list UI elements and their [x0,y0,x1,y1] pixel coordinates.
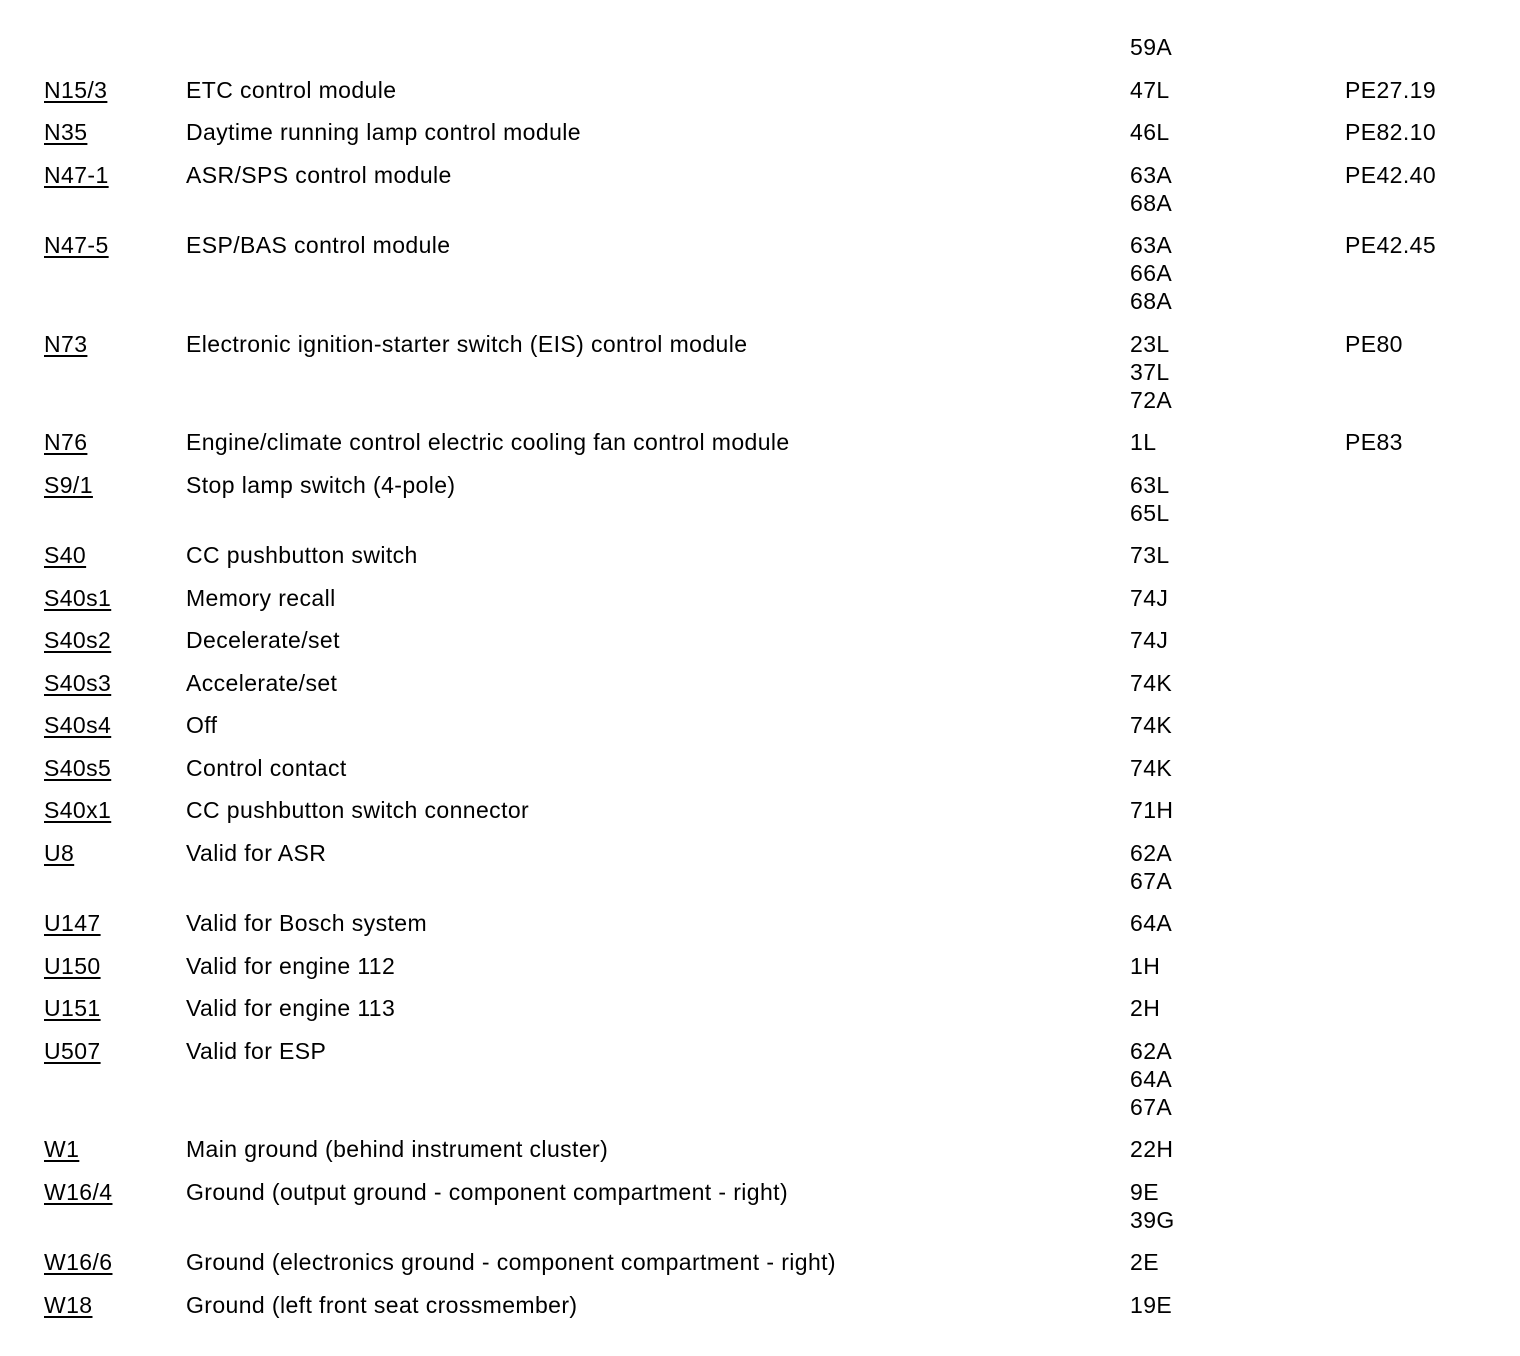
grid-locations [1130,330,1172,414]
grid-locations [1130,626,1168,654]
page-reference: PE80 [1345,330,1403,357]
grid-location: 19E [1130,1291,1173,1318]
grid-locations [1130,952,1160,980]
grid-location: 68A [1130,288,1173,314]
component-description: Valid for engine 113 [186,995,396,1021]
component-description: Memory recall [186,584,336,611]
component-code-link[interactable]: U507 [44,1037,101,1064]
component-description: Valid for ASR [186,839,327,866]
grid-location: 74J [1130,584,1169,611]
grid-locations [1130,118,1170,146]
component-code-link[interactable]: S40 [44,542,87,568]
page-reference: PE82.10 [1345,119,1437,145]
grid-locations [1130,231,1172,315]
component-description: Ground (left front seat crossmember) [186,1291,578,1318]
component-code-link[interactable]: U151 [44,995,101,1021]
grid-location: 66A [1130,260,1173,286]
component-description: Stop lamp switch (4-pole) [186,471,456,498]
component-code-link[interactable]: N15/3 [44,76,108,103]
component-description: Engine/climate control electric cooling fan control module [186,429,790,455]
grid-location: 64A [1130,910,1173,936]
grid-location: 71H [1130,797,1174,823]
grid-location: 67A [1130,1093,1173,1120]
grid-locations [1130,471,1170,527]
grid-locations [1130,669,1172,697]
grid-location: 62A [1130,839,1173,866]
grid-location: 1L [1130,429,1157,455]
grid-locations [1130,541,1170,569]
grid-location: 63L [1130,471,1170,498]
grid-location: 1H [1130,952,1161,979]
component-code-link[interactable]: W16/4 [44,1178,113,1205]
component-code-link[interactable]: N76 [44,429,88,455]
component-code-link[interactable]: U150 [44,952,101,979]
component-description: ASR/SPS control module [186,161,452,188]
component-description: Ground (electronics ground - component compartment - right) [186,1249,836,1275]
component-description: Control contact [186,754,347,781]
component-description: ETC control module [186,76,397,103]
grid-locations [1130,76,1170,104]
grid-locations [1130,1135,1173,1163]
page-reference: PE42.40 [1345,161,1437,188]
grid-locations [1130,1248,1159,1276]
grid-location: 59A [1130,34,1173,60]
grid-location: 63A [1130,161,1173,188]
grid-locations [1130,994,1160,1022]
component-code-link[interactable]: S40s3 [44,669,112,696]
component-code-link[interactable]: N73 [44,330,88,357]
grid-location: 47L [1130,76,1170,103]
grid-locations [1130,796,1173,824]
component-description: Accelerate/set [186,669,338,696]
page-reference: PE42.45 [1345,232,1437,258]
grid-locations [1130,754,1172,782]
component-code-link[interactable]: N47-1 [44,161,109,188]
component-description: Decelerate/set [186,627,340,653]
grid-locations [1130,1178,1175,1234]
component-description: CC pushbutton switch [186,542,418,568]
grid-location: 68A [1130,189,1173,216]
component-code-link[interactable]: W16/6 [44,1249,113,1275]
grid-locations [1130,1291,1172,1319]
component-code-link[interactable]: N35 [44,119,88,145]
component-description: CC pushbutton switch connector [186,797,530,823]
grid-location: 74J [1130,627,1169,653]
component-code-link[interactable]: W1 [44,1136,80,1162]
component-code-link[interactable]: U147 [44,910,101,936]
grid-location: 73L [1130,542,1170,568]
component-code-link[interactable]: S40s1 [44,584,112,611]
grid-location: 39G [1130,1206,1175,1233]
grid-location: 46L [1130,119,1170,145]
grid-location: 22H [1130,1136,1174,1162]
grid-locations [1130,909,1172,937]
component-code-link[interactable]: S40s5 [44,754,112,781]
grid-locations [1130,161,1172,217]
component-code-link[interactable]: N47-5 [44,232,109,258]
component-description: ESP/BAS control module [186,232,451,258]
component-description: Valid for ESP [186,1037,327,1064]
grid-location: 64A [1130,1065,1173,1092]
component-description: Valid for Bosch system [186,910,428,936]
page-reference: PE83 [1345,429,1403,455]
grid-location: 65L [1130,499,1170,526]
component-code-link[interactable]: S40x1 [44,797,112,823]
component-code-link[interactable]: W18 [44,1291,93,1318]
component-code-link[interactable]: S9/1 [44,471,93,498]
component-code-link[interactable]: S40s4 [44,712,112,738]
grid-locations [1130,839,1172,895]
component-description: Ground (output ground - component compartment - right) [186,1178,789,1205]
grid-locations [1130,33,1172,61]
grid-locations [1130,1037,1172,1121]
component-code-link[interactable]: U8 [44,839,75,866]
grid-location: 2H [1130,995,1161,1021]
grid-location: 74K [1130,669,1173,696]
component-description: Main ground (behind instrument cluster) [186,1136,609,1162]
grid-locations [1130,584,1168,612]
grid-location: 62A [1130,1037,1173,1064]
grid-location: 74K [1130,754,1173,781]
grid-location: 23L [1130,330,1170,357]
grid-location: 67A [1130,867,1173,894]
grid-location: 72A [1130,386,1173,413]
grid-location: 63A [1130,232,1173,258]
component-code-link[interactable]: S40s2 [44,627,112,653]
component-description: Electronic ignition-starter switch (EIS) control module [186,330,748,357]
grid-location: 9E [1130,1178,1159,1205]
grid-location: 74K [1130,712,1173,738]
grid-locations [1130,711,1172,739]
grid-location: 2E [1130,1249,1159,1275]
component-description: Daytime running lamp control module [186,119,581,145]
component-description: Valid for engine 112 [186,952,396,979]
grid-locations [1130,428,1156,456]
page-reference: PE27.19 [1345,76,1437,103]
grid-location: 37L [1130,358,1170,385]
component-description: Off [186,712,218,738]
